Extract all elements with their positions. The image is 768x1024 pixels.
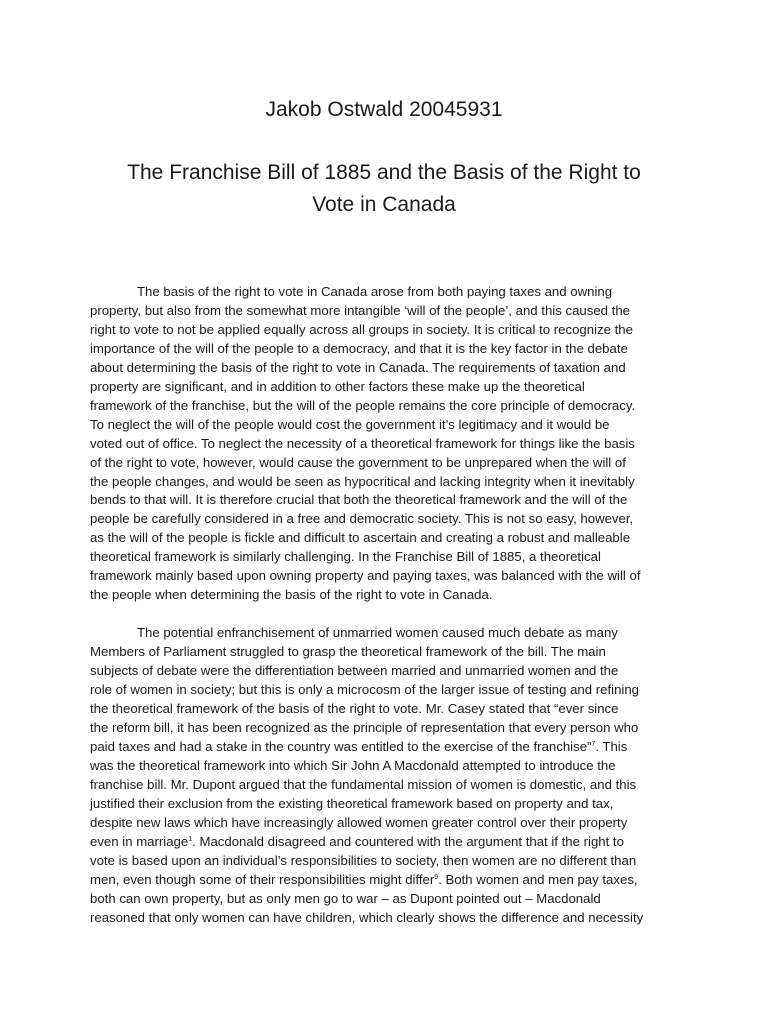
paragraph-2-line: the reform bill, it has been recognized as the principle of representation that every person who	[90, 719, 639, 735]
paragraph-1-line: the people when determining the basis of the right to vote in Canada.	[90, 587, 493, 603]
paragraph-2-text: . Macdonald disagreed and countered with the argument that if the right to	[192, 833, 624, 849]
paragraph-2-line: Members of Parliament struggled to grasp the theoretical framework of the bill. The main	[90, 644, 606, 660]
paragraph-2-text: . Both women and men pay taxes,	[438, 871, 638, 887]
paragraph-1-line: framework of the franchise, but the will of the people remains the core principle of democracy.	[90, 397, 636, 413]
paragraph-1-line: voted out of office. To neglect the necessity of a theoretical framework for things like the basis	[90, 435, 635, 451]
paragraph-1-line: framework mainly based upon owning property and paying taxes, was balanced with the will of	[90, 568, 641, 584]
paragraph-1-line: property, but also from the somewhat more intangible ‘will of the people’, and this caused the	[90, 302, 631, 318]
paragraph-1-line: To neglect the will of the people would cost the government it’s legitimacy and it would be	[90, 416, 610, 432]
paragraph-2-line: was the theoretical framework into which Sir John A Macdonald attempted to introduce the	[90, 757, 616, 773]
paragraph-2-line: justified their exclusion from the existing theoretical framework based on property and tax,	[90, 795, 614, 811]
paragraph-1-line: The basis of the right to vote in Canada arose from both paying taxes and owning	[137, 284, 613, 299]
paragraph-2-line: reasoned that only women can have children, which clearly shows the difference and necessity	[90, 909, 644, 925]
paragraph-2	[90, 624, 678, 927]
paragraph-1-line: right to vote to not be applied equally across all groups in society. It is critical to recognize the	[90, 321, 633, 337]
paragraph-2-line: role of women in society; but this is only a microcosm of the larger issue of testing and refining	[90, 682, 640, 698]
paragraph-1-line: importance of the will of the people to a democracy, and that it is the key factor in the debate	[90, 340, 628, 356]
paragraph-1-line: people be carefully considered in a free and democratic society. This is not so easy, however,	[90, 511, 634, 527]
paragraph-2-line: franchise bill. Mr. Dupont argued that the fundamental mission of women is domestic, and this	[90, 776, 637, 792]
paragraph-2-line	[90, 739, 627, 754]
paragraph-1-line: of the right to vote, however, would cause the government to be unprepared when the will of	[90, 454, 626, 470]
footnote-marker: 9	[434, 873, 439, 881]
paragraph-1-line: about determining the basis of the right to vote in Canada. The requirements of taxation and	[90, 359, 626, 375]
paragraph-2-line: both can own property, but as only men go to war – as Dupont pointed out – Macdonald	[90, 890, 601, 906]
paragraph-2-line	[90, 834, 624, 849]
paragraph-2-line: despite new laws which have increasingly allowed women greater control over their property	[90, 814, 628, 830]
paragraph-2-text: men, even though some of their responsibilities might differ	[90, 871, 435, 887]
paragraph-1	[90, 283, 678, 605]
author-line: Jakob Ostwald 20045931	[265, 98, 503, 121]
paragraph-1-line: as the will of the people is fickle and difficult to ascertain and creating a robust and malleable	[90, 530, 631, 546]
title-line-2: Vote in Canada	[312, 193, 456, 216]
title-line-1: The Franchise Bill of 1885 and the Basis of the Right to	[127, 161, 641, 184]
paragraph-1-line: bends to that will. It is therefore crucial that both the theoretical framework and the will of the	[90, 492, 628, 508]
paragraph-2-line: the theoretical framework of the basis of the right to vote. Mr. Casey stated that “ever since	[90, 701, 619, 717]
paragraph-2-line: vote is based upon an individual’s responsibilities to society, then women are no different than	[90, 852, 637, 868]
paragraph-2-text: . This	[595, 738, 628, 754]
paragraph-2-text: even in marriage	[90, 833, 189, 849]
footnote-marker: 1	[188, 835, 193, 843]
paragraph-1-line: property are significant, and in addition to other factors these make up the theoretical	[90, 378, 585, 394]
document-body	[90, 283, 678, 927]
paragraph-1-line: theoretical framework is similarly challenging. In the Franchise Bill of 1885, a theoretical	[90, 549, 601, 565]
paragraph-1-line: the people changes, and would be seen as hypocritical and lacking integrity when it inevitably	[90, 473, 635, 489]
document-title	[90, 157, 678, 221]
paragraph-2-line: subjects of debate were the differentiation between married and unmarried women and the	[90, 663, 619, 679]
paragraph-2-text: paid taxes and had a stake in the country was entitled to the exercise of the franchise”	[90, 738, 592, 754]
paragraph-2-line	[90, 872, 638, 887]
paragraph-2-line: The potential enfranchisement of unmarried women caused much debate as many	[137, 625, 618, 641]
footnote-marker: 7	[591, 740, 596, 748]
